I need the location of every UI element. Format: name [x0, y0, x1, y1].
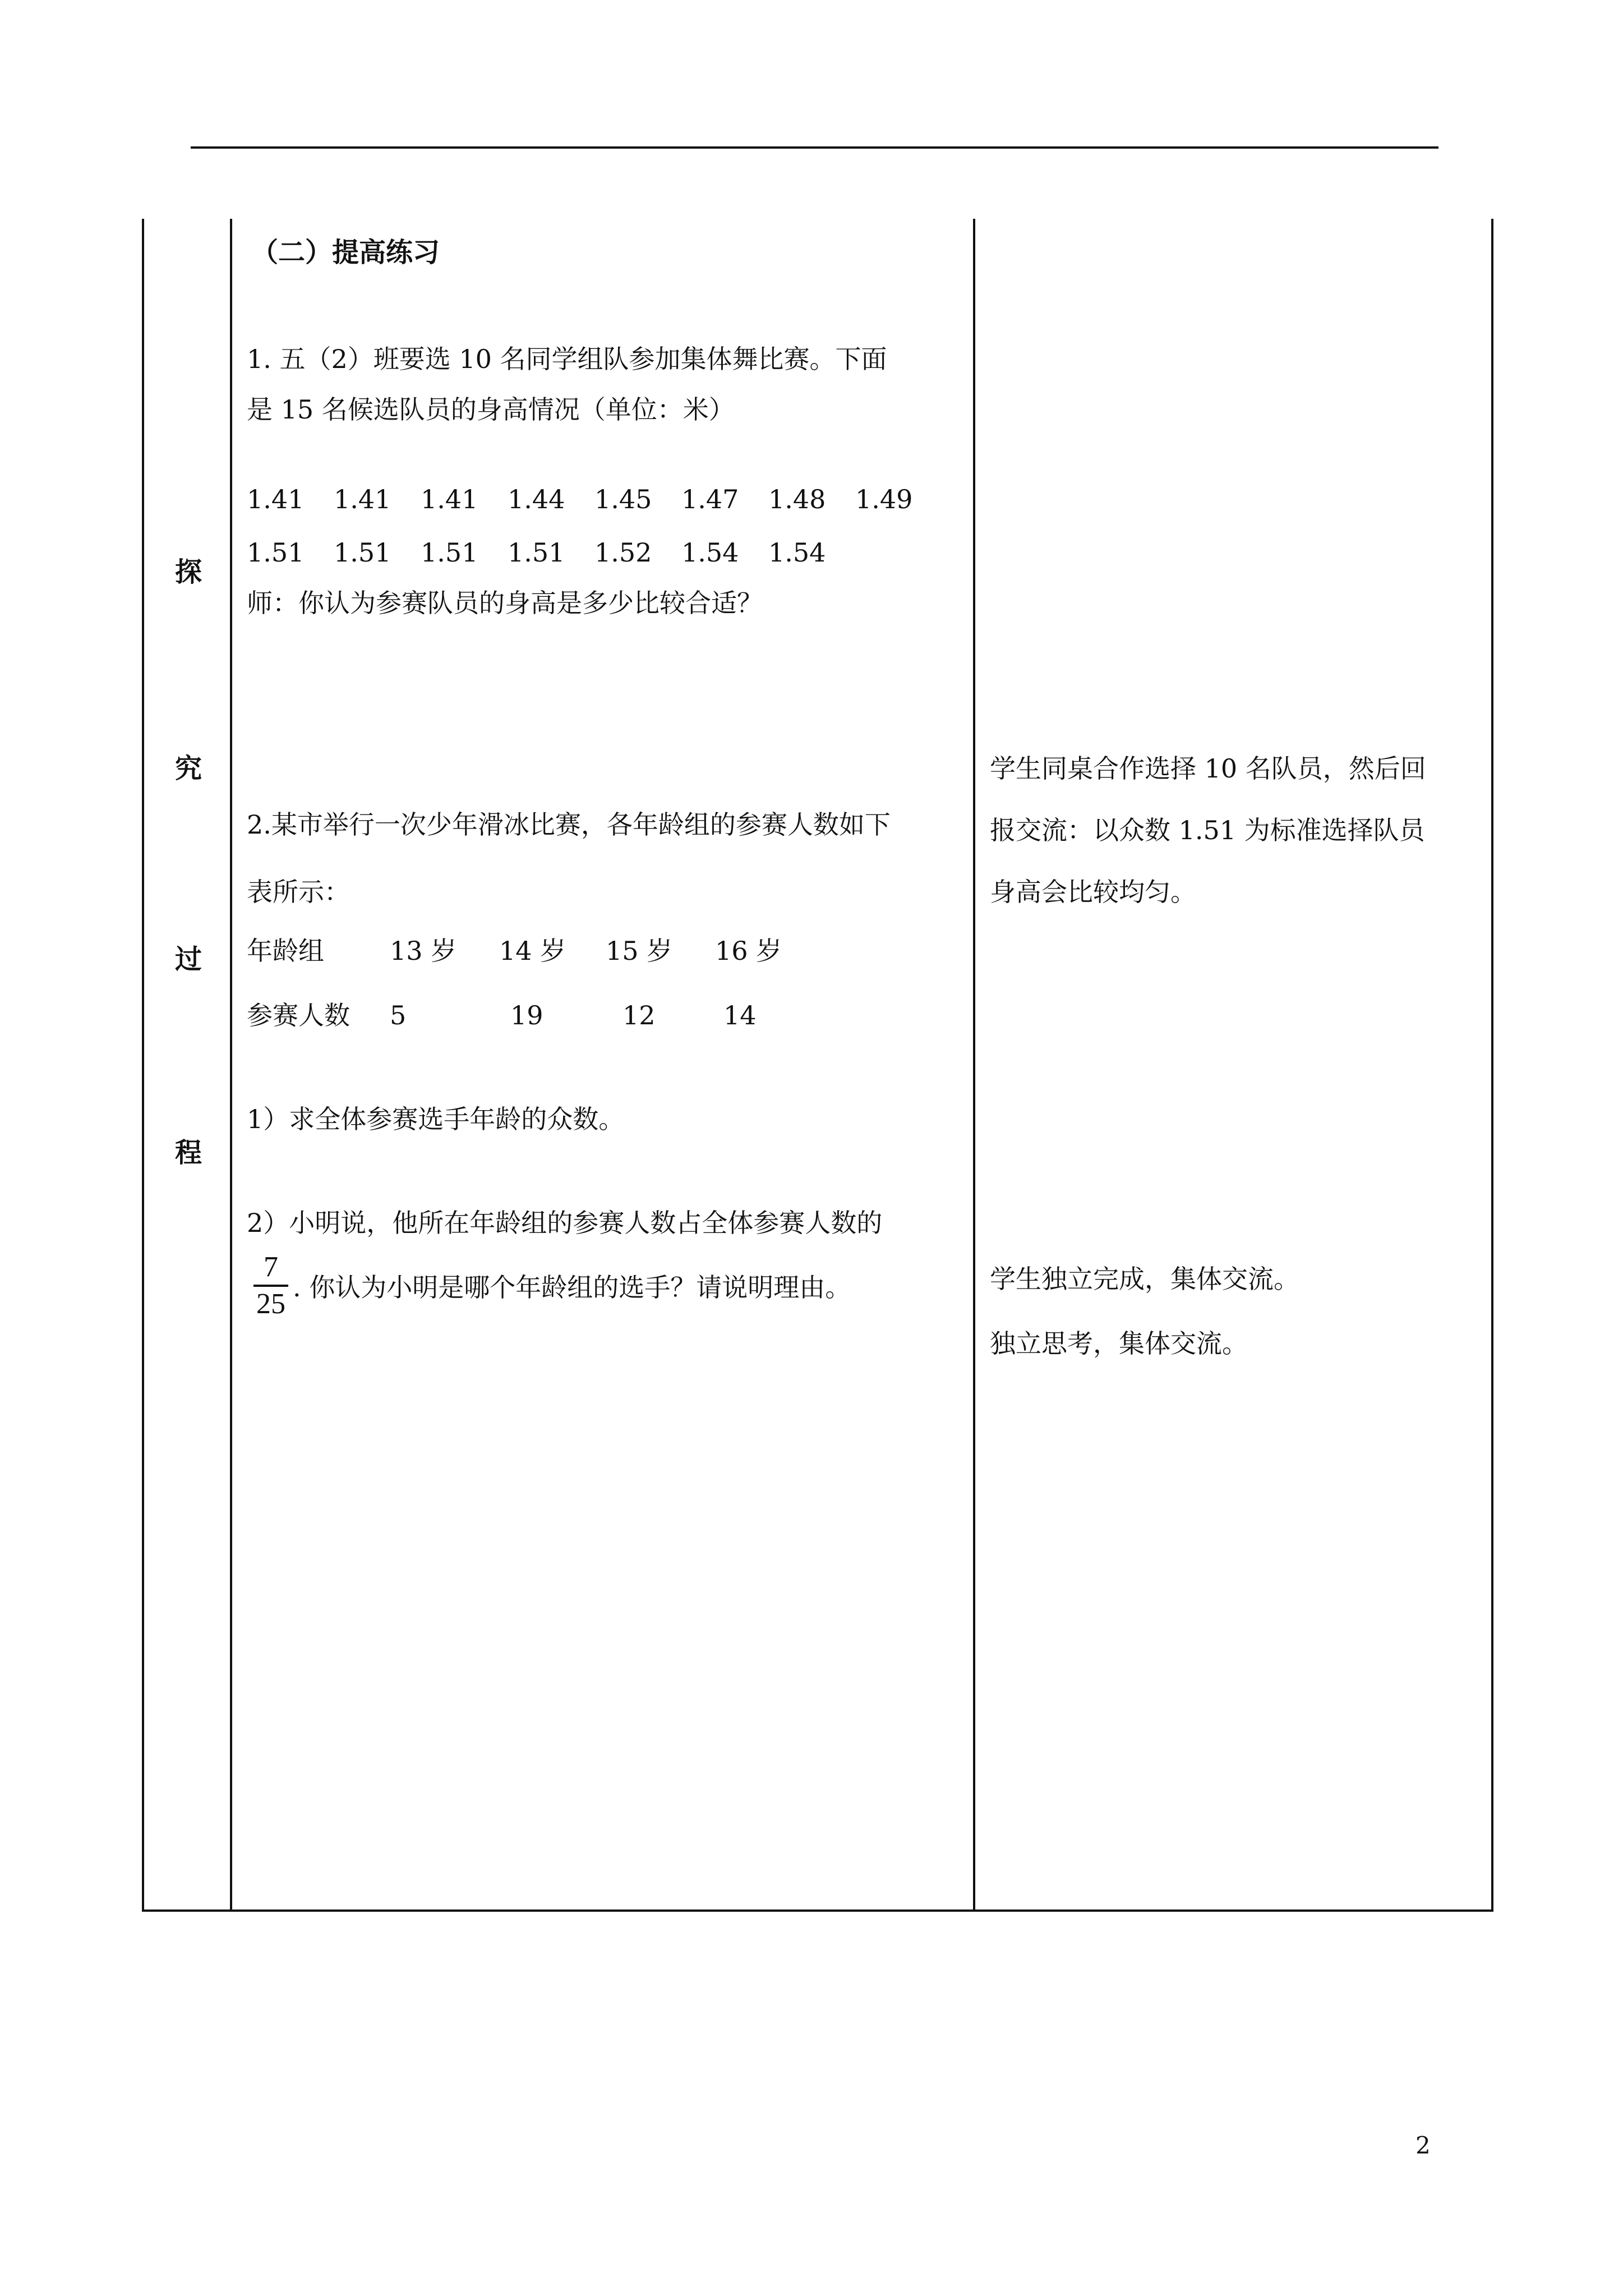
height-value: 1.47: [681, 484, 739, 514]
q1-line-1: 1. 五（2）班要选 10 名同学组队参加集体舞比赛。下面: [247, 344, 887, 374]
age-table-header: 年龄组: [247, 936, 324, 966]
height-value: 1.51: [247, 537, 305, 568]
teacher-note-1-line-2: 报交流：以众数 1.51 为标准选择队员: [990, 815, 1425, 845]
age-table-cell: 16 岁: [715, 936, 782, 966]
fraction-denominator: 25: [256, 1288, 285, 1320]
height-value: 1.54: [681, 537, 739, 568]
age-table-cell: 5: [390, 1000, 407, 1030]
age-table-cell: 13 岁: [390, 936, 457, 966]
height-value: 1.48: [768, 484, 826, 514]
teacher-note-1-line-1: 学生同桌合作选择 10 名队员，然后回: [990, 753, 1426, 784]
height-value: 1.51: [421, 537, 478, 568]
height-value: 1.52: [594, 537, 652, 568]
height-value: 1.45: [594, 484, 652, 514]
teacher-note-1-line-3: 身高会比较均匀。: [990, 877, 1196, 907]
height-value: 1.51: [334, 537, 391, 568]
q1-question: 师：你认为参赛队员的身高是多少比较合适？: [247, 588, 763, 618]
age-table-row-2: [247, 999, 965, 1032]
height-value: 1.41: [334, 484, 391, 514]
q2-sub-question-2-line-2: . 你认为小明是哪个年龄组的选手？请说明理由。: [293, 1272, 851, 1303]
q1-line-2: 是 15 名候选队员的身高情况（单位：米）: [247, 394, 735, 425]
q2-line-1: 2.某市举行一次少年滑冰比赛，各年龄组的参赛人数如下: [247, 809, 891, 840]
side-label-char-2: 究: [174, 753, 202, 784]
height-value: 1.41: [247, 484, 305, 514]
age-table-cell: 19: [510, 1000, 543, 1030]
fraction-bar: [253, 1285, 288, 1287]
table-border-bottom: [142, 1910, 1493, 1912]
age-table-cell: 15 岁: [606, 936, 673, 966]
q2-sub-question-2-line-1: 2）小明说，他所在年龄组的参赛人数占全体参赛人数的: [247, 1208, 883, 1238]
height-value: 1.54: [768, 537, 826, 568]
height-value: 1.44: [508, 484, 565, 514]
side-label-char-3: 过: [174, 944, 202, 975]
teacher-note-2: 学生独立完成，集体交流。: [990, 1264, 1299, 1294]
side-label-char-4: 程: [174, 1137, 202, 1168]
height-value: 1.49: [855, 484, 913, 514]
fraction-numerator: 7: [264, 1251, 278, 1283]
q2-line-2: 表所示：: [247, 877, 350, 907]
teacher-note-3: 独立思考，集体交流。: [990, 1328, 1248, 1359]
table-divider-1: [230, 219, 232, 1912]
q2-sub-question-1: 1）求全体参赛选手年龄的众数。: [247, 1104, 625, 1134]
heights-row-2: [247, 536, 965, 569]
table-border-right: [1491, 219, 1493, 1912]
height-value: 1.51: [508, 537, 565, 568]
fraction-7-25: [251, 1251, 291, 1320]
heights-row-1: [247, 482, 965, 516]
section-title: （二）提高练习: [251, 237, 440, 268]
age-table-cell: 14: [723, 1000, 757, 1030]
table-border-left: [142, 219, 144, 1912]
page-number: 2: [1415, 2132, 1431, 2159]
age-table-cell: 14 岁: [499, 936, 566, 966]
age-table-header: 参赛人数: [247, 1000, 350, 1030]
age-table-cell: 12: [623, 1000, 656, 1030]
height-value: 1.41: [421, 484, 478, 514]
header-rule: [191, 146, 1438, 149]
side-label-char-1: 探: [174, 556, 202, 588]
table-divider-2: [973, 219, 975, 1912]
age-table-row-1: [247, 934, 965, 968]
